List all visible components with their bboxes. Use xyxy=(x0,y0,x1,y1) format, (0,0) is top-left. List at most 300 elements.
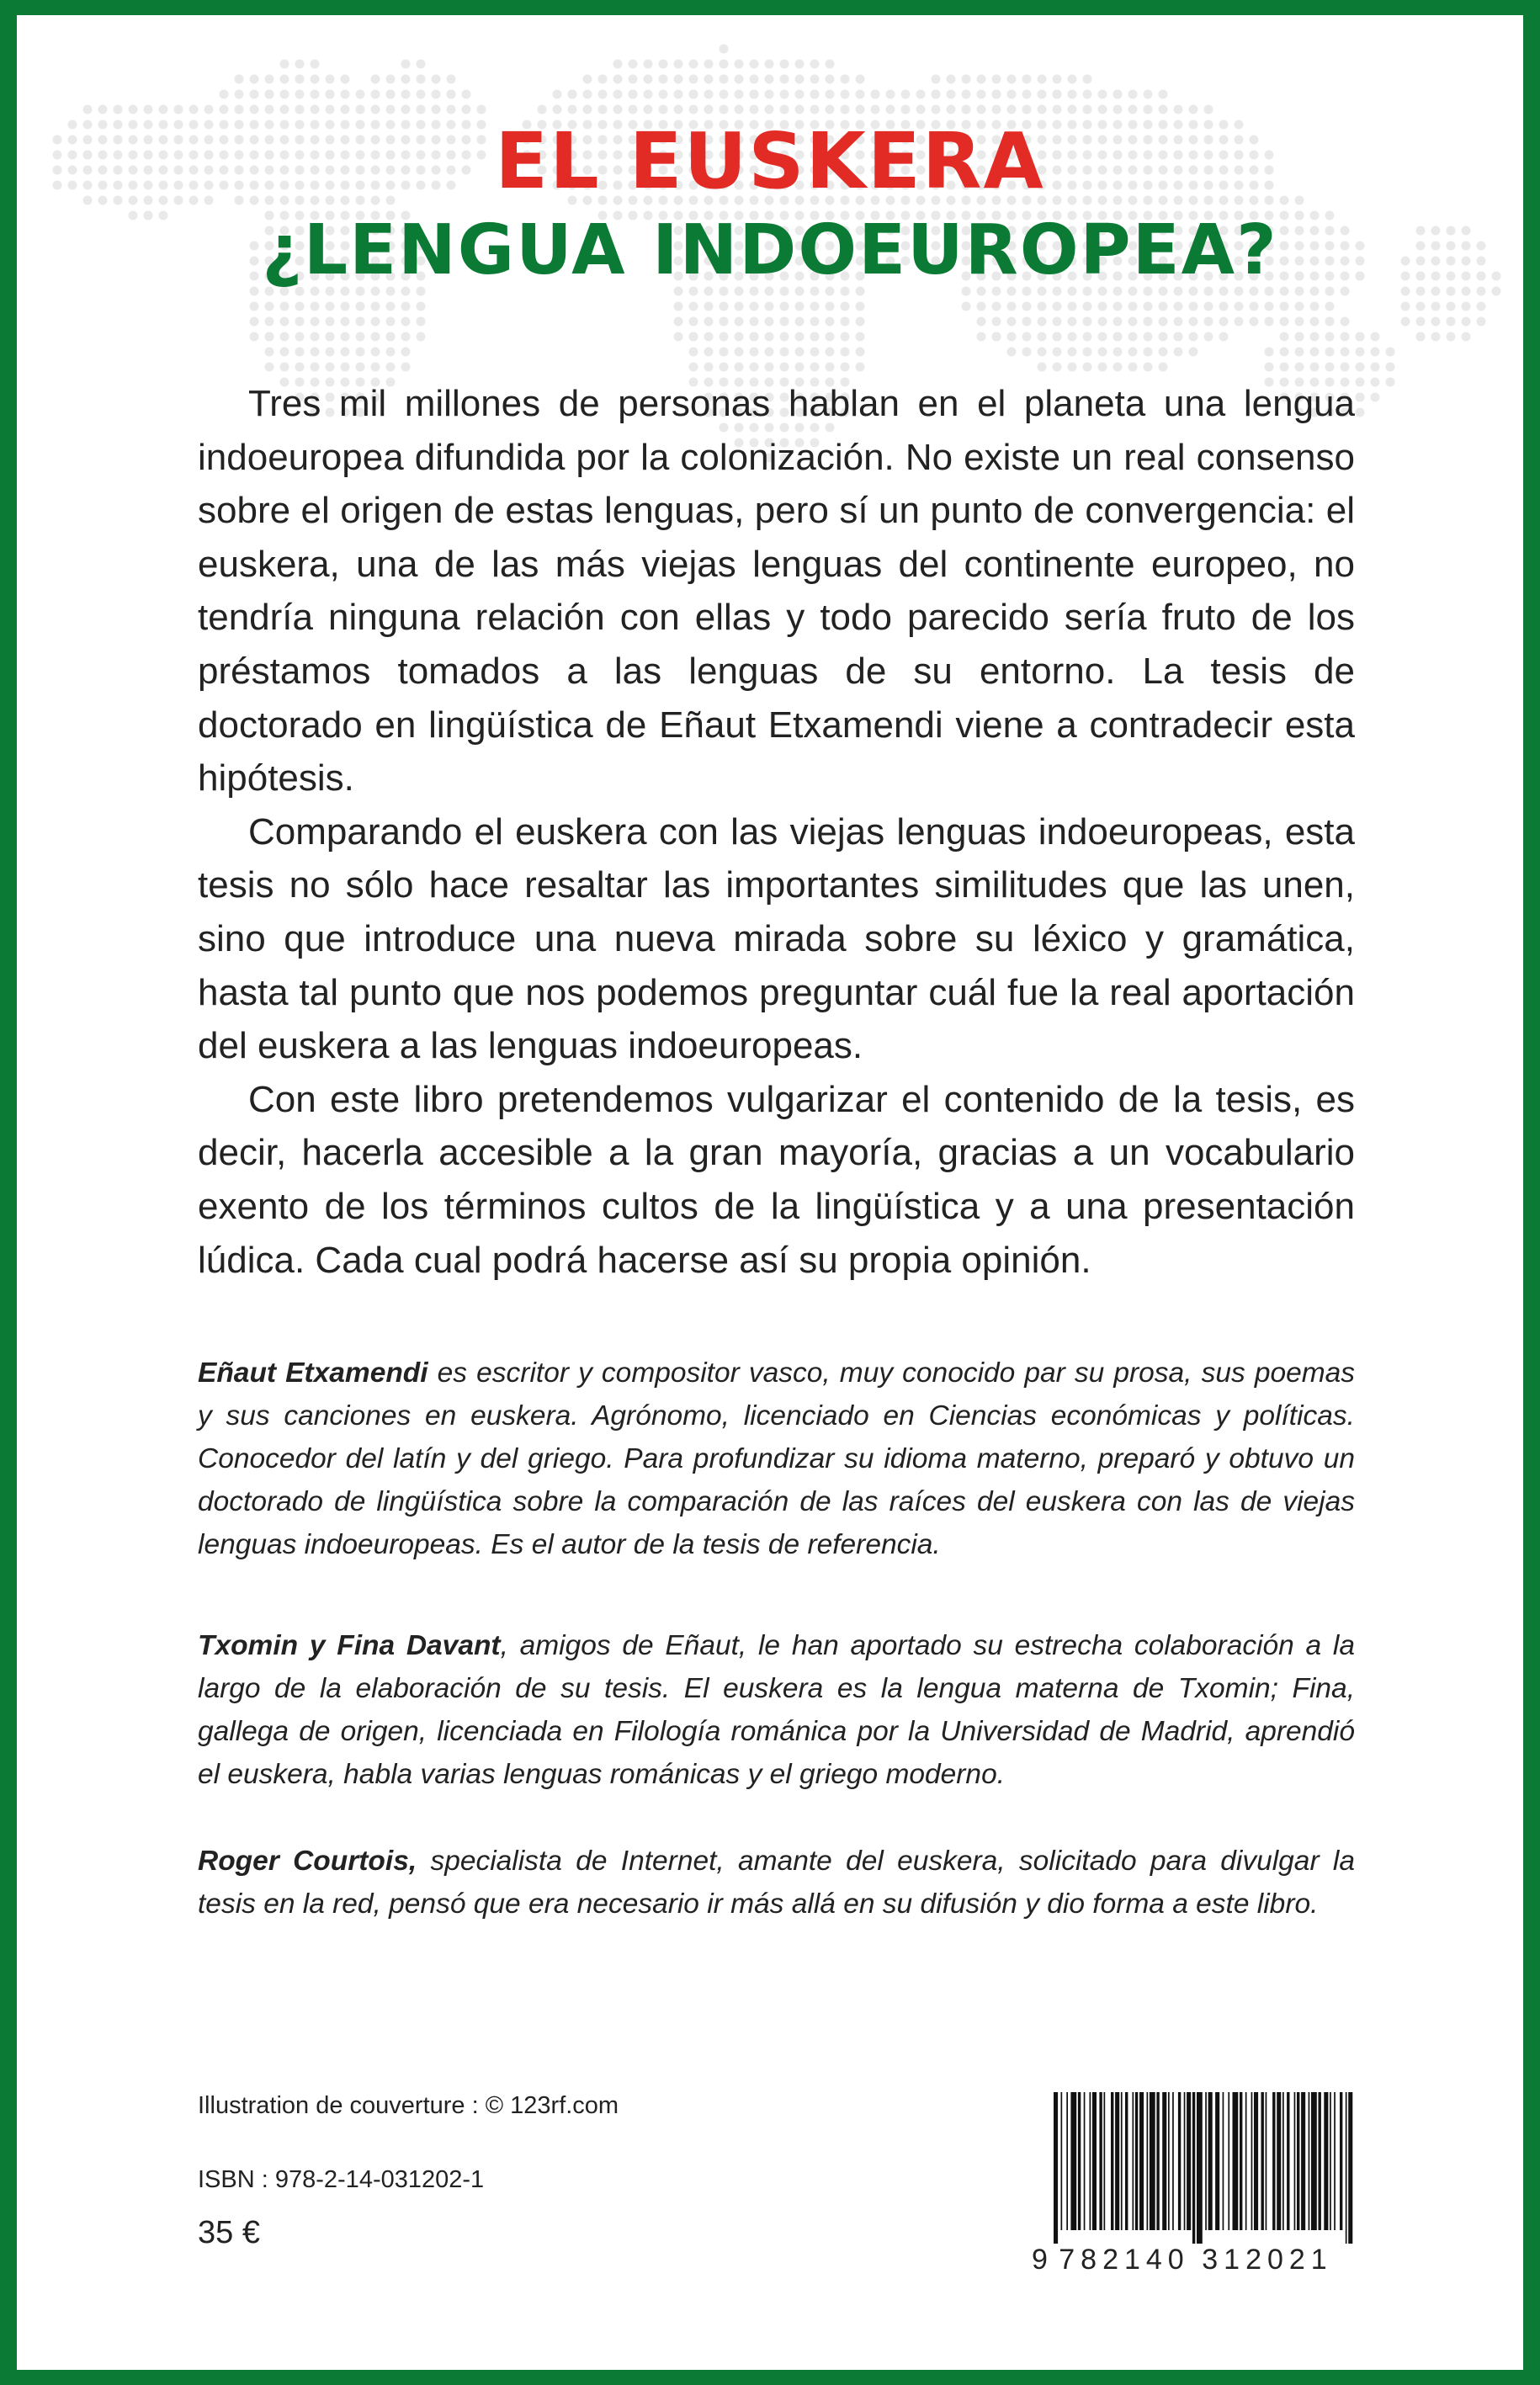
map-dot xyxy=(810,348,820,357)
barcode-bar xyxy=(1150,2092,1155,2230)
map-dot xyxy=(1341,363,1350,372)
map-dot xyxy=(735,317,744,327)
map-dot xyxy=(765,105,774,114)
barcode-bar xyxy=(1233,2092,1239,2230)
barcode-bar xyxy=(1084,2092,1086,2230)
map-dot xyxy=(1128,348,1138,357)
map-dot xyxy=(401,317,411,327)
map-dot xyxy=(477,105,486,114)
description-paragraph-1: Tres mil millones de personas hablan en el planeta una lengua indoeuropea difundida por la colonización. No existe un real consenso sobre el origen de estas lenguas, pero sí un punto de convergencia: el euskera, una de las más viejas lenguas del continente europeo, no tendría ninguna relación con ellas y todo parecido sería fruto de los préstamos tomados a las lenguas de su entorno. La tesis de doctorado en lingüística de Eñaut Etxamendi viene a contradecir esta hipótesis. xyxy=(198,383,1355,799)
map-dot xyxy=(856,332,865,342)
map-dot xyxy=(235,105,244,114)
map-dot xyxy=(629,105,638,114)
map-dot xyxy=(1159,90,1168,99)
map-dot xyxy=(280,105,289,114)
map-dot xyxy=(735,363,744,372)
description xyxy=(198,377,1355,1287)
map-dot xyxy=(401,332,411,342)
map-dot xyxy=(295,363,305,372)
map-dot xyxy=(704,90,714,99)
barcode-bar xyxy=(1070,2092,1076,2230)
map-dot xyxy=(659,75,668,84)
map-dot xyxy=(780,348,789,357)
map-dot xyxy=(341,90,350,99)
map-dot xyxy=(689,348,698,357)
map-dot xyxy=(765,317,774,327)
barcode-bar xyxy=(1147,2092,1149,2230)
map-dot xyxy=(1462,332,1471,342)
map-dot xyxy=(326,90,335,99)
map-dot xyxy=(992,105,1001,114)
map-dot xyxy=(235,75,244,84)
map-dot xyxy=(932,90,941,99)
map-dot xyxy=(1325,332,1335,342)
barcode-bar xyxy=(1245,2092,1247,2230)
barcode-bar xyxy=(1324,2092,1328,2230)
map-dot xyxy=(856,363,865,372)
map-dot xyxy=(644,60,653,69)
map-dot xyxy=(780,75,789,84)
map-dot xyxy=(689,60,698,69)
map-dot xyxy=(386,348,396,357)
map-dot xyxy=(326,348,335,357)
map-dot xyxy=(295,75,305,84)
map-dot xyxy=(386,90,396,99)
map-dot xyxy=(265,90,274,99)
map-dot xyxy=(750,348,759,357)
map-dot xyxy=(1174,105,1183,114)
map-dot xyxy=(1386,363,1395,372)
map-dot xyxy=(841,363,850,372)
map-dot xyxy=(371,105,380,114)
map-dot xyxy=(1159,363,1168,372)
map-dot xyxy=(356,332,365,342)
map-dot xyxy=(568,90,577,99)
map-dot xyxy=(265,105,274,114)
map-dot xyxy=(356,348,365,357)
map-dot xyxy=(1144,332,1153,342)
map-dot xyxy=(720,45,729,54)
map-dot xyxy=(932,75,941,84)
map-dot xyxy=(1325,348,1335,357)
map-dot xyxy=(174,105,183,114)
map-dot xyxy=(280,363,289,372)
price: 35 € xyxy=(198,2215,260,2250)
map-dot xyxy=(1189,302,1198,311)
map-dot xyxy=(1447,317,1456,327)
map-dot xyxy=(371,332,380,342)
map-dot xyxy=(1098,105,1107,114)
map-dot xyxy=(644,105,653,114)
bio-name: Txomin y Fina Davant xyxy=(198,1630,501,1661)
map-dot xyxy=(689,90,698,99)
map-dot xyxy=(720,60,729,69)
map-dot xyxy=(1144,302,1153,311)
map-dot xyxy=(644,90,653,99)
map-dot xyxy=(1325,317,1335,327)
barcode-bar xyxy=(1133,2092,1134,2230)
map-dot xyxy=(1128,332,1138,342)
map-dot xyxy=(386,302,396,311)
map-dot xyxy=(1280,317,1289,327)
map-dot xyxy=(795,302,805,311)
map-dot xyxy=(810,332,820,342)
map-dot xyxy=(311,317,320,327)
map-dot xyxy=(1128,363,1138,372)
map-dot xyxy=(265,348,274,357)
map-dot xyxy=(810,363,820,372)
map-dot xyxy=(1053,348,1062,357)
map-dot xyxy=(265,317,274,327)
map-dot xyxy=(1356,348,1365,357)
map-dot xyxy=(401,75,411,84)
map-dot xyxy=(780,363,789,372)
map-dot xyxy=(947,90,956,99)
map-dot xyxy=(674,90,683,99)
map-dot xyxy=(841,105,850,114)
map-dot xyxy=(1068,75,1077,84)
map-dot xyxy=(98,105,108,114)
barcode-bar xyxy=(1205,2092,1207,2230)
map-dot xyxy=(1386,378,1395,387)
barcode-bar xyxy=(1330,2092,1331,2230)
map-dot xyxy=(1007,75,1017,84)
map-dot xyxy=(417,90,426,99)
barcode-bar xyxy=(1168,2092,1170,2230)
map-dot xyxy=(1204,332,1213,342)
map-dot xyxy=(659,105,668,114)
map-dot xyxy=(1477,317,1486,327)
map-dot xyxy=(598,90,608,99)
map-dot xyxy=(1265,302,1274,311)
map-dot xyxy=(1083,302,1092,311)
map-dot xyxy=(1341,332,1350,342)
map-dot xyxy=(856,317,865,327)
map-dot xyxy=(629,90,638,99)
map-dot xyxy=(417,75,426,84)
map-dot xyxy=(841,75,850,84)
map-dot xyxy=(1204,302,1213,311)
bio-text: es escritor y compositor vasco, muy conocido par su prosa, sus poemas y sus canciones en euskera. Agrónomo, licenciado en Ciencias económicas y políticas. Conocedor del latín y del griego. Para profundizar su idioma materno, preparó y obtuvo un doctorado de lingüística sobre la comparación de las raíces del euskera con las de viejas lenguas indoeuropeas. Es el autor de la tesis de referencia. xyxy=(198,1357,1355,1560)
barcode-digits-right: 312021 xyxy=(1202,2244,1333,2274)
map-dot xyxy=(326,317,335,327)
map-dot xyxy=(1310,332,1320,342)
map-dot xyxy=(295,317,305,327)
map-dot xyxy=(1280,348,1289,357)
map-dot xyxy=(1022,90,1032,99)
map-dot xyxy=(962,75,971,84)
map-dot xyxy=(795,317,805,327)
map-dot xyxy=(704,348,714,357)
map-dot xyxy=(992,75,1001,84)
map-dot xyxy=(735,332,744,342)
map-dot xyxy=(1068,302,1077,311)
map-dot xyxy=(447,105,456,114)
barcode-bar xyxy=(1228,2092,1229,2230)
map-dot xyxy=(265,75,274,84)
bio-enaut-etxamendi xyxy=(198,1352,1355,1566)
bio-text: , amigos de Eñaut, le han aportado su estrecha colaboración a la largo de la elaboración de su tesis. El euskera es la lengua materna de Txomin; Fina, gallega de origen, licenciada en Filología románica por la Universidad de Madrid, aprendió el euskera, habla varias lenguas románicas y el griego moderno. xyxy=(198,1630,1355,1790)
map-dot xyxy=(1219,302,1229,311)
barcode-bar xyxy=(1197,2092,1203,2244)
map-dot xyxy=(1007,317,1017,327)
map-dot xyxy=(1371,393,1380,402)
bio-name: Eñaut Etxamendi xyxy=(198,1357,428,1389)
barcode-bar xyxy=(1208,2092,1213,2230)
map-dot xyxy=(371,363,380,372)
map-dot xyxy=(341,363,350,372)
map-dot xyxy=(1128,302,1138,311)
map-dot xyxy=(326,75,335,84)
map-dot xyxy=(356,302,365,311)
map-dot xyxy=(295,90,305,99)
map-dot xyxy=(735,60,744,69)
map-dot xyxy=(750,105,759,114)
map-dot xyxy=(401,105,411,114)
map-dot xyxy=(1083,317,1092,327)
barcode-bar xyxy=(1121,2092,1123,2230)
map-dot xyxy=(795,332,805,342)
barcode-bar xyxy=(1215,2092,1219,2230)
barcode-bar xyxy=(1054,2092,1058,2244)
map-dot xyxy=(1144,105,1153,114)
map-dot xyxy=(1113,90,1123,99)
map-dot xyxy=(1371,332,1380,342)
barcode-bar xyxy=(1261,2092,1264,2230)
map-dot xyxy=(280,302,289,311)
map-dot xyxy=(250,105,259,114)
map-dot xyxy=(613,105,623,114)
map-dot xyxy=(1038,317,1047,327)
map-dot xyxy=(583,75,592,84)
map-dot xyxy=(689,302,698,311)
map-dot xyxy=(144,105,153,114)
bio-text: specialista de Internet, amante del euskera, solicitado para divulgar la tesis en la red, pensó que era necesario ir más allá en su difusión y dio forma a este libro. xyxy=(198,1846,1355,1920)
barcode-bar xyxy=(1223,2092,1224,2230)
map-dot xyxy=(659,90,668,99)
barcode-bar xyxy=(1090,2092,1091,2230)
map-dot xyxy=(810,75,820,84)
map-dot xyxy=(977,317,986,327)
map-dot xyxy=(841,317,850,327)
map-dot xyxy=(295,348,305,357)
map-dot xyxy=(992,317,1001,327)
map-dot xyxy=(326,363,335,372)
map-dot xyxy=(674,75,683,84)
map-dot xyxy=(1022,317,1032,327)
map-dot xyxy=(1053,317,1062,327)
map-dot xyxy=(1098,332,1107,342)
map-dot xyxy=(1235,302,1244,311)
map-dot xyxy=(780,90,789,99)
map-dot xyxy=(1356,408,1365,417)
map-dot xyxy=(795,60,805,69)
map-dot xyxy=(1295,348,1304,357)
map-dot xyxy=(280,75,289,84)
map-dot xyxy=(780,302,789,311)
barcode-bar xyxy=(1187,2092,1191,2230)
map-dot xyxy=(1401,317,1410,327)
barcode-bar xyxy=(1061,2092,1063,2230)
map-dot xyxy=(356,317,365,327)
map-dot xyxy=(220,105,229,114)
map-dot xyxy=(901,105,911,114)
map-dot xyxy=(841,302,850,311)
map-dot xyxy=(1007,332,1017,342)
map-dot xyxy=(1189,105,1198,114)
map-dot xyxy=(1068,363,1077,372)
map-dot xyxy=(462,105,471,114)
map-dot xyxy=(1053,302,1062,311)
map-dot xyxy=(326,302,335,311)
title-line-1: EL EUSKERA xyxy=(495,116,1045,206)
map-dot xyxy=(1447,302,1456,311)
map-dot xyxy=(735,105,744,114)
map-dot xyxy=(886,105,895,114)
map-dot xyxy=(1356,378,1365,387)
map-dot xyxy=(1386,348,1395,357)
barcode-bar xyxy=(1297,2092,1299,2230)
map-dot xyxy=(1038,90,1047,99)
barcode-bar xyxy=(1162,2092,1166,2230)
map-dot xyxy=(386,332,396,342)
map-dot xyxy=(371,75,380,84)
map-dot xyxy=(1174,332,1183,342)
map-dot xyxy=(826,90,835,99)
map-dot xyxy=(1083,348,1092,357)
map-dot xyxy=(1416,332,1426,342)
map-dot xyxy=(1053,332,1062,342)
map-dot xyxy=(462,90,471,99)
map-dot xyxy=(720,75,729,84)
barcode-bar xyxy=(1309,2092,1310,2230)
barcode-bar xyxy=(1099,2092,1102,2230)
map-dot xyxy=(1219,317,1229,327)
barcode-bar xyxy=(1294,2092,1296,2230)
map-dot xyxy=(432,105,441,114)
map-dot xyxy=(1038,105,1047,114)
map-dot xyxy=(765,302,774,311)
barcode-bar xyxy=(1135,2092,1138,2230)
map-dot xyxy=(644,75,653,84)
map-dot xyxy=(1068,90,1077,99)
map-dot xyxy=(765,363,774,372)
map-dot xyxy=(83,105,93,114)
map-dot xyxy=(947,105,956,114)
back-cover xyxy=(17,15,1523,2370)
map-dot xyxy=(750,60,759,69)
map-dot xyxy=(735,302,744,311)
barcode-bar xyxy=(1311,2092,1317,2230)
map-dot xyxy=(1477,302,1486,311)
isbn: ISBN : 978-2-14-031202-1 xyxy=(198,2166,485,2193)
map-dot xyxy=(114,105,123,114)
barcode-bar xyxy=(1111,2092,1113,2230)
map-dot xyxy=(341,302,350,311)
map-dot xyxy=(992,302,1001,311)
map-dot xyxy=(1295,363,1304,372)
barcode-bar xyxy=(1184,2092,1186,2230)
map-dot xyxy=(795,363,805,372)
map-dot xyxy=(841,90,850,99)
map-dot xyxy=(689,332,698,342)
map-dot xyxy=(750,302,759,311)
map-dot xyxy=(992,90,1001,99)
map-dot xyxy=(129,105,138,114)
map-dot xyxy=(659,60,668,69)
map-dot xyxy=(1113,105,1123,114)
map-dot xyxy=(598,75,608,84)
map-dot xyxy=(1431,332,1441,342)
map-dot xyxy=(780,60,789,69)
map-dot xyxy=(856,90,865,99)
barcode-bar xyxy=(1178,2092,1181,2230)
map-dot xyxy=(295,105,305,114)
map-dot xyxy=(1295,332,1304,342)
map-dot xyxy=(1007,90,1017,99)
map-dot xyxy=(977,75,986,84)
map-dot xyxy=(326,332,335,342)
map-dot xyxy=(1038,348,1047,357)
map-dot xyxy=(977,90,986,99)
map-dot xyxy=(250,332,259,342)
map-dot xyxy=(704,60,714,69)
map-dot xyxy=(1098,363,1107,372)
map-dot xyxy=(1159,317,1168,327)
map-dot xyxy=(280,90,289,99)
map-dot xyxy=(1204,317,1213,327)
map-dot xyxy=(295,332,305,342)
map-dot xyxy=(750,75,759,84)
map-dot xyxy=(720,90,729,99)
map-dot xyxy=(810,60,820,69)
map-dot xyxy=(1038,75,1047,84)
map-dot xyxy=(674,105,683,114)
map-dot xyxy=(311,105,320,114)
map-dot xyxy=(417,60,426,69)
bio-name: Roger Courtois, xyxy=(198,1846,417,1877)
map-dot xyxy=(371,90,380,99)
map-dot xyxy=(311,363,320,372)
map-dot xyxy=(401,90,411,99)
map-dot xyxy=(1068,317,1077,327)
map-dot xyxy=(1144,363,1153,372)
bio-txomin-fina-davant xyxy=(198,1624,1355,1796)
map-dot xyxy=(1325,302,1335,311)
map-dot xyxy=(689,105,698,114)
map-dot xyxy=(417,317,426,327)
map-dot xyxy=(1431,302,1441,311)
map-dot xyxy=(962,90,971,99)
map-dot xyxy=(826,75,835,84)
map-dot xyxy=(1113,348,1123,357)
map-dot xyxy=(356,105,365,114)
map-dot xyxy=(265,363,274,372)
map-dot xyxy=(1310,348,1320,357)
map-dot xyxy=(1416,317,1426,327)
map-dot xyxy=(1159,332,1168,342)
map-dot xyxy=(977,332,986,342)
map-dot xyxy=(311,75,320,84)
barcode-digit-first: 9 xyxy=(1032,2244,1048,2274)
map-dot xyxy=(765,348,774,357)
map-dot xyxy=(220,90,229,99)
barcode-bar xyxy=(1348,2092,1352,2244)
map-dot xyxy=(356,90,365,99)
map-dot xyxy=(401,302,411,311)
map-dot xyxy=(417,302,426,311)
map-dot xyxy=(1174,317,1183,327)
